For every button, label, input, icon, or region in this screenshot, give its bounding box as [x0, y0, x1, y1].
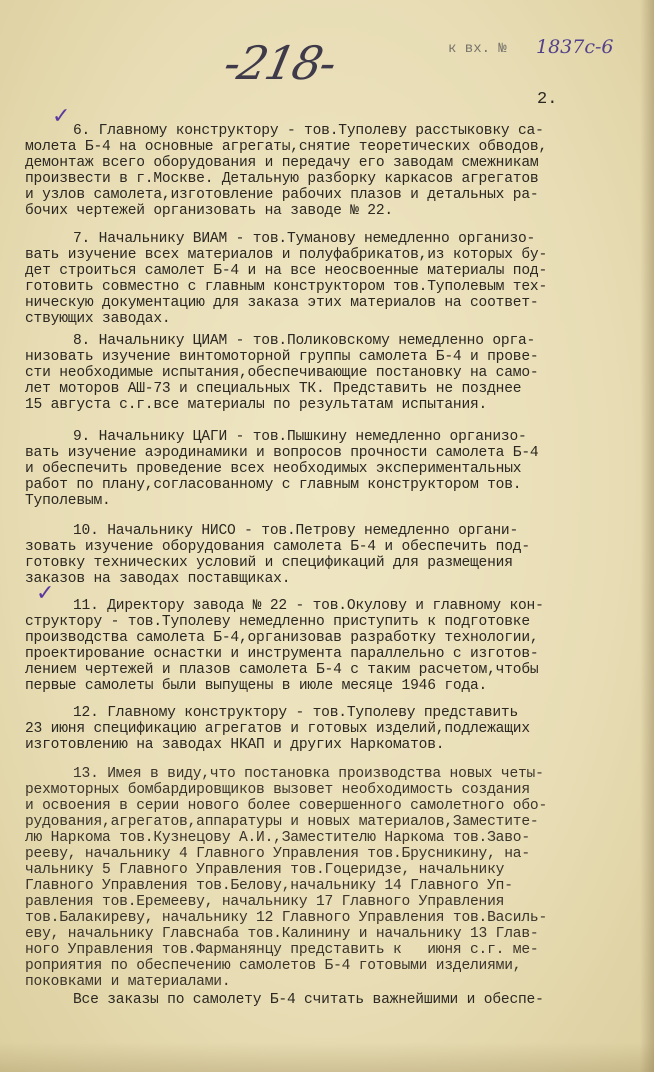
text-line: вать изучение аэродинамики и вопросов прочности самолета Б-4 — [25, 445, 539, 461]
text-line: дет строиться самолет Б-4 и на все неосвоенные материалы под- — [25, 263, 548, 279]
text-line: ническую документацию для заказа этих материалов на соответ- — [25, 295, 539, 311]
text-line: готовить совместно с главным конструктором тов.Туполевым тех- — [25, 279, 548, 295]
text-line: 7. Начальнику ВИАМ - тов.Туманову немедленно организо- — [73, 231, 536, 247]
text-line: произвести в г.Москве. Детальную разборку каркасов агрегатов — [25, 171, 539, 187]
text-line: лением чертежей и плазов самолета Б-4 с таким расчетом,чтобы — [25, 662, 539, 678]
text-line: работ по плану,согласованному с главным конструктором тов. — [25, 477, 522, 493]
text-line: тов.Балакиреву, начальнику 12 Главного Управления тов.Василь- — [25, 910, 548, 926]
paragraph-12 — [25, 705, 585, 753]
text-line: рудования,агрегатов,аппаратуры и новых материалов,Заместите- — [25, 814, 539, 830]
text-line: равления тов.Еремееву, начальнику 17 Главного Управления — [25, 894, 505, 910]
text-line: чальнику 5 Главного Управления тов.Гоцеридзе, начальнику — [25, 862, 505, 878]
text-line: 8. Начальнику ЦИАМ - тов.Поликовскому немедленно орга- — [73, 333, 536, 349]
paragraph-8 — [25, 333, 585, 413]
text-line: готовку технических условий и спецификаций для размещения — [25, 555, 513, 571]
text-line: 9. Начальнику ЦАГИ - тов.Пышкину немедленно организо- — [73, 429, 527, 445]
text-line: рееву, начальнику 4 Главного Управления тов.Брусникину, на- — [25, 846, 530, 862]
text-line: молета Б-4 на основные агрегаты,снятие теоретических обводов, — [25, 139, 548, 155]
text-line: зовать изучение оборудования самолета Б-4 и обеспечить под- — [25, 539, 530, 555]
incoming-stamp-label: к вх. № — [448, 41, 507, 57]
text-line: и узлов самолета,изготовление рабочих плазов и детальных ра- — [25, 187, 539, 203]
text-line: 6. Главному конструктору - тов.Туполеву расстыковку са- — [73, 123, 544, 139]
text-line: ного Управления тов.Фарманянцу представить к июня с.г. ме- — [25, 942, 539, 958]
text-line: низовать изучение винтомоторной группы самолета Б-4 и прове- — [25, 349, 539, 365]
page-edge-shadow — [640, 0, 654, 1072]
text-line: вать изучение всех материалов и полуфабрикатов,из которых бу- — [25, 247, 548, 263]
text-line: Все заказы по самолету Б-4 считать важнейшими и обеспе- — [73, 992, 544, 1008]
text-line: лю Наркома тов.Кузнецову А.И.,Заместителю Наркома тов.Заво- — [25, 830, 530, 846]
text-line: поковками и материалами. — [25, 974, 231, 990]
checkmark-icon: ✓ — [36, 581, 55, 606]
paragraph-9 — [25, 429, 585, 509]
checkmark-icon: ✓ — [52, 104, 71, 129]
paragraph-13 — [25, 766, 585, 990]
text-line: заказов на заводах поставщиках. — [25, 571, 291, 587]
text-line: лет моторов АШ-73 и специальных ТК. Представить не позднее — [25, 381, 522, 397]
text-line: и освоения в серии нового более совершенного самолетного обо- — [25, 798, 548, 814]
incoming-number: 1837с-6 — [536, 36, 614, 58]
text-line: проектирование оснастки и инструмента параллельно с изготов- — [25, 646, 539, 662]
text-line: 13. Имея в виду,что постановка производства новых четы- — [73, 766, 544, 782]
text-line: 12. Главному конструктору - тов.Туполеву представить — [73, 705, 518, 721]
paragraph-10 — [25, 523, 585, 587]
paragraph-7 — [25, 231, 585, 327]
text-line: рехмоторных бомбардировщиков вызовет необходимость создания — [25, 782, 530, 798]
text-line: производства самолета Б-4,организовав разработку технологии, — [25, 630, 539, 646]
text-line: роприятия по обеспечению самолетов Б-4 готовыми изделиями, — [25, 958, 522, 974]
text-line: 15 августа с.г.все материалы по результатам испытания. — [25, 397, 488, 413]
text-line: бочих чертежей организовать на заводе № 22. — [25, 203, 393, 219]
text-line: первые самолеты были выпущены в июле месяце 1946 года. — [25, 678, 488, 694]
text-line: ствующих заводах. — [25, 311, 171, 327]
text-line: и обеспечить проведение всех необходимых экспериментальных — [25, 461, 522, 477]
text-line: демонтаж всего оборудования и передачу его заводам смежникам — [25, 155, 539, 171]
handwritten-folio-number: -218- — [219, 36, 340, 90]
text-line: еву, начальнику Главснаба тов.Калинину и начальнику 13 Глав- — [25, 926, 539, 942]
text-line: 23 июня спецификацию агрегатов и готовых изделий,подлежащих — [25, 721, 530, 737]
text-line: Туполевым. — [25, 493, 111, 509]
page-bottom-shadow — [0, 1042, 654, 1072]
text-line: структору - тов.Туполеву немедленно приступить к подготовке — [25, 614, 530, 630]
paragraph-11 — [25, 598, 585, 694]
text-line: сти необходимые испытания,обеспечивающие постановку на само- — [25, 365, 539, 381]
paragraph-6 — [25, 123, 585, 219]
text-line: 11. Директору завода № 22 - тов.Окулову и главному кон- — [73, 598, 544, 614]
text-line: изготовлению на заводах НКАП и других Наркоматов. — [25, 737, 445, 753]
page-number: 2. — [537, 90, 558, 109]
paragraph-final — [25, 992, 585, 1008]
text-line: 10. Начальнику НИСО - тов.Петрову немедленно органи- — [73, 523, 518, 539]
text-line: Главного Управления тов.Белову,начальнику 14 Главного Уп- — [25, 878, 513, 894]
